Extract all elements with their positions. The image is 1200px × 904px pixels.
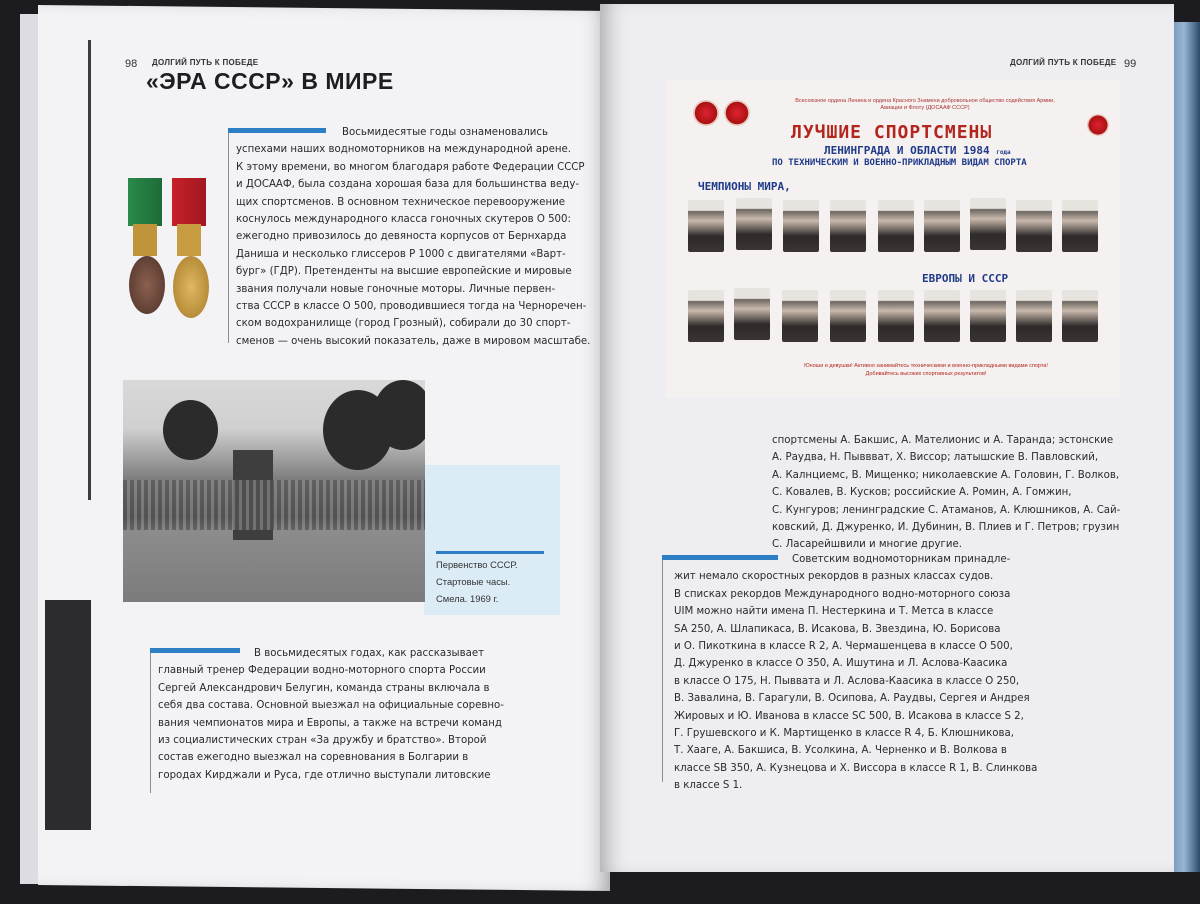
caption-line: Смела. 1969 г. <box>436 593 499 604</box>
text-line: Советским водномоторникам принадле- <box>792 554 1011 565</box>
text-line: С. Кунгуров; ленинградские С. Атаманов, А. Клюшников, А. Сай- <box>772 504 1121 516</box>
portrait <box>970 198 1006 250</box>
text-line: В списках рекордов Международного водно-моторного союза <box>674 588 1011 600</box>
portrait <box>1016 200 1052 252</box>
portrait <box>830 200 866 252</box>
poster-subtitle-2: ПО ТЕХНИЧЕСКИМ И ВОЕННО-ПРИКЛАДНЫМ ВИДАМ СПОРТА <box>772 158 1027 168</box>
right-running-head: ДОЛГИЙ ПУТЬ К ПОБЕДЕ <box>1010 58 1117 67</box>
bronze-medal <box>129 256 165 314</box>
portrait <box>688 290 724 342</box>
left-page-number: 98 <box>125 58 138 70</box>
text-line: спортсмены А. Бакшис, А. Мателионис и А. Таранда; эстонские <box>772 435 1114 446</box>
text-line: сменов — очень высокий показатель, даже в мировом масштабе. <box>236 335 591 347</box>
text-line: ском водохранилище (город Грозный), собирали до 30 спорт- <box>236 318 571 330</box>
caption-line: Стартовые часы. <box>436 576 511 587</box>
text-line: классе SB 350, А. Кузнецова и Х. Виссора в классе R 1, В. Слинкова <box>674 762 1038 774</box>
text-line: ства СССР в классе О 500, проводившиеся тогда на Черноречен- <box>236 301 587 313</box>
left-paragraph-2 <box>158 645 504 784</box>
portrait <box>924 290 960 342</box>
portrait <box>878 200 914 252</box>
text-line: состав ежегодно выезжал на соревнования в Болгарии в <box>158 752 469 764</box>
paragraph-vertical-rule <box>662 560 663 782</box>
text-line: К этому времени, во многом благодаря работе Федерации СССР <box>236 161 585 173</box>
text-line: из социалистических стран «За дружбу и братство». Второй <box>158 735 487 747</box>
text-line: Восьмидесятые годы ознаменовались <box>342 127 548 138</box>
right-paragraph-2 <box>674 551 1054 795</box>
green-ribbon <box>128 178 162 226</box>
text-line: Даниша и несколько глиссеров Р 1000 с двигателями «Варт- <box>236 248 566 260</box>
paragraph-vertical-rule <box>228 133 229 343</box>
text-line: А. Калнциемс, В. Мищенко; николаевские А. Головин, Г. Волков, <box>772 469 1120 481</box>
text-line: бург» (ГДР). Претенденты на высшие европейские и мировые <box>236 266 572 278</box>
red-medal-clasp <box>177 224 201 256</box>
page-title: «ЭРА СССР» В МИРЕ <box>146 68 394 94</box>
text-line: Т. Хааге, А. Бакшиса, В. Усолкина, А. Черненко и В. Волкова в <box>674 745 1007 757</box>
portrait <box>1062 200 1098 252</box>
red-ribbon <box>172 178 206 226</box>
portrait <box>924 200 960 252</box>
text-line: В восьмидесятых годах, как рассказывает <box>254 648 485 659</box>
portrait <box>830 290 866 342</box>
text-line: С. Ковалев, В. Кусков; российские А. Ромин, А. Гомжин, <box>772 487 1072 499</box>
right-page-number: 99 <box>1124 58 1137 70</box>
text-line: вания чемпионатов мира и Европы, а также на встречи команд <box>158 717 502 729</box>
left-page-side-image <box>45 600 91 830</box>
caption-marker-bar <box>436 551 544 554</box>
text-line: Жировых и Ю. Иванова в классе SC 500, В. Исакова в классе S 2, <box>674 710 1024 722</box>
portrait <box>736 198 772 250</box>
paragraph-vertical-rule <box>150 653 151 793</box>
text-line: Сергей Александрович Белугин, команда страны включала в <box>158 682 490 694</box>
gold-medal <box>173 256 209 318</box>
text-line: Д. Джуренко в классе О 350, А. Ишутина и Л. Аслова-Каасика <box>674 658 1008 670</box>
text-line: В. Завалина, В. Гарагули, В. Осипова, А. Раудвы, Сергея и Андрея <box>674 693 1030 705</box>
portrait <box>970 290 1006 342</box>
portrait <box>688 200 724 252</box>
text-line: ковский, Д. Джуренко, И. Дубинин, В. Плиев и Г. Петров; грузин <box>772 522 1120 534</box>
text-line: А. Раудва, Н. Пыввват, Х. Виссор; латышские В. Павловский, <box>772 452 1099 464</box>
text-line: UIM можно найти имена П. Нестеркина и Т. Метса в классе <box>674 606 994 618</box>
green-medal-clasp <box>133 224 157 256</box>
portrait <box>734 288 770 340</box>
text-line: жит немало скоростных рекордов в разных классах судов. <box>674 571 994 583</box>
text-line: звания получали новые гоночные моторы. Личные первен- <box>236 283 556 295</box>
caption-line: Первенство СССР. <box>436 559 518 570</box>
text-line: и О. Пикоткина в классе R 2, А. Чермашенцева в классе О 500, <box>674 641 1013 653</box>
text-line: коснулось международного класса гоночных скутеров О 500: <box>236 214 571 226</box>
text-line: городах Кирджали и Руса, где отлично выступали литовские <box>158 769 491 781</box>
text-line: в классе S 1. <box>674 780 743 792</box>
text-line: в классе О 175, Н. Пыввата и Л. Аслова-Каасика в классе О 250, <box>674 675 1020 687</box>
poster-image <box>666 80 1120 398</box>
text-line: щих спортсменов. В основном техническое перевооружение <box>236 196 565 208</box>
text-line: успехами наших водномоторников на международной арене. <box>236 144 572 156</box>
text-line: Г. Грушевского и К. Мартищенко в классе R 4, Б. Клюшникова, <box>674 728 1014 740</box>
dosaaf-emblem-icon <box>1087 114 1109 136</box>
portrait <box>783 200 819 252</box>
portrait <box>1062 290 1098 342</box>
poster-title: ЛУЧШИЕ СПОРТСМЕНЫ <box>791 122 993 143</box>
photo-caption <box>436 556 518 607</box>
portrait <box>1016 290 1052 342</box>
portrait <box>878 290 914 342</box>
spectators <box>123 480 425 530</box>
left-page-inner-rule <box>88 40 91 500</box>
historic-photo <box>123 380 425 602</box>
order-emblem-icon <box>724 100 750 126</box>
text-line: С. Ласарейшвили и многие другие. <box>772 539 962 551</box>
poster-row2-heading: ЕВРОПЫ И СССР <box>922 272 1009 285</box>
poster-footer: Юноши и девушки! Активно занимайтесь техническими и военно-прикладными видами спорта! Добивайтесь высоких спортивных результатов! <box>804 363 1048 377</box>
text-line: себя два состава. Основной выезжал на официальные соревно- <box>158 700 504 712</box>
right-paragraph-1 <box>772 432 1152 554</box>
text-line: SA 250, А. Шлапикаса, В. Исакова, В. Звездина, Ю. Борисова <box>674 623 1001 635</box>
left-paragraph-1 <box>236 124 591 350</box>
poster-subtitle-1: ЛЕНИНГРАДА И ОБЛАСТИ 1984 года <box>824 144 1011 157</box>
left-running-head: ДОЛГИЙ ПУТЬ К ПОБЕДЕ <box>152 58 259 67</box>
text-line: ежегодно привозилось до девяноста корпусов от Бернхарда <box>236 231 567 243</box>
poster-row1-heading: ЧЕМПИОНЫ МИРА, <box>698 180 791 193</box>
medals-image <box>125 178 220 328</box>
order-emblem-icon <box>693 100 719 126</box>
text-line: главный тренер Федерации водно-моторного спорта России <box>158 665 486 677</box>
portrait <box>782 290 818 342</box>
text-line: и ДОСААФ, была создана хорошая база для большинства веду- <box>236 179 580 191</box>
poster-top-line: Всесоюзное ордена Ленина и ордена Красного Знамени добровольное общество содействия Армии, Авиации и Флоту (ДОСААФ СССР) <box>795 98 1055 111</box>
